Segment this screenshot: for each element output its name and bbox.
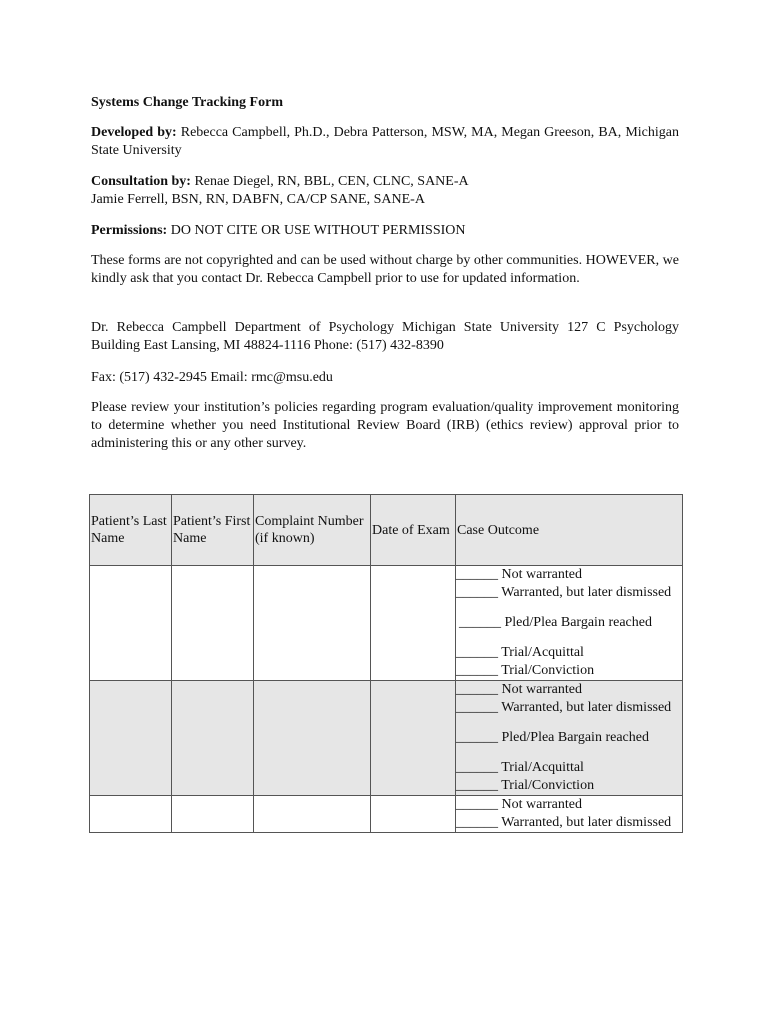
last-name-cell[interactable] [90,796,172,833]
first-name-cell[interactable] [172,681,254,796]
option-plea-bargain[interactable]: ______ Pled/Plea Bargain reached [459,615,652,630]
option-plea-bargain[interactable]: ______ Pled/Plea Bargain reached [456,730,649,745]
option-trial-conviction[interactable]: ______ Trial/Conviction [456,778,595,793]
table-row [90,566,683,681]
option-not-warranted[interactable]: ______ Not warranted [456,682,582,697]
first-name-cell[interactable] [172,796,254,833]
consultation-by [91,173,679,209]
date-of-exam-cell[interactable] [371,566,456,681]
option-not-warranted[interactable]: ______ Not warranted [456,797,582,812]
option-warranted-dismissed[interactable]: ______ Warranted, but later dismissed [456,815,672,830]
option-warranted-dismissed[interactable]: ______ Warranted, but later dismissed [456,700,672,715]
permissions-text: DO NOT CITE OR USE WITHOUT PERMISSION [167,223,466,238]
contact-paragraph: Dr. Rebecca Campbell Department of Psychology Michigan State University 127 C Psychology Building East Lansing, MI 48824-1116 Phone: (517) 432-8390 [91,320,679,353]
date-of-exam-cell[interactable] [371,681,456,796]
case-outcome-cell [456,566,683,681]
consultation-line2: Jamie Ferrell, BSN, RN, DABFN, CA/CP SANE, SANE-A [91,192,425,207]
last-name-cell[interactable] [90,566,172,681]
case-outcome-cell [456,796,683,833]
copyright-paragraph: These forms are not copyrighted and can be used without charge by other communities. HOWEVER, we kindly ask that you contact Dr. Rebecca Campbell prior to use for updated information. [91,253,679,286]
table-row [90,796,683,833]
complaint-number-cell[interactable] [254,796,371,833]
option-trial-acquittal[interactable]: ______ Trial/Acquittal [456,645,584,660]
option-trial-conviction[interactable]: ______ Trial/Conviction [456,663,595,678]
header-last-name: Patient’s Last Name [90,495,172,566]
header-complaint-number: Complaint Number (if known) [254,495,371,566]
date-of-exam-cell[interactable] [371,796,456,833]
fax-email-line: Fax: (517) 432-2945 Email: rmc@msu.edu [91,370,333,385]
option-warranted-dismissed[interactable]: ______ Warranted, but later dismissed [456,585,672,600]
table-row [90,681,683,796]
permissions-label: Permissions: [91,223,168,238]
header-first-name: Patient’s First Name [172,495,254,566]
consultation-label: Consultation by: [91,174,191,189]
permissions [91,222,679,240]
last-name-cell[interactable] [90,681,172,796]
option-trial-acquittal[interactable]: ______ Trial/Acquittal [456,760,584,775]
title-text: Systems Change Tracking Form [91,95,283,110]
option-not-warranted[interactable]: ______ Not warranted [456,567,582,582]
complaint-number-cell[interactable] [254,681,371,796]
header-case-outcome: Case Outcome [456,495,683,566]
consultation-line1: Renae Diegel, RN, BBL, CEN, CLNC, SANE-A [190,174,469,189]
form-title [91,94,679,112]
developed-text: Rebecca Campbell, Ph.D., Debra Patterson, MSW, MA, Megan Greeson, BA, Michigan State University [91,125,679,158]
developed-by [91,124,679,160]
irb-paragraph: Please review your institution’s policies regarding program evaluation/quality improvement monitoring to determine whether you need Institutional Review Board (IRB) (ethics review) approval prior to administering this or any other survey. [91,400,679,451]
header-date-of-exam: Date of Exam [371,495,456,566]
developed-label: Developed by: [91,125,177,140]
case-outcome-cell [456,681,683,796]
table-header-row [90,495,683,566]
complaint-number-cell[interactable] [254,566,371,681]
tracking-table [89,494,683,833]
first-name-cell[interactable] [172,566,254,681]
